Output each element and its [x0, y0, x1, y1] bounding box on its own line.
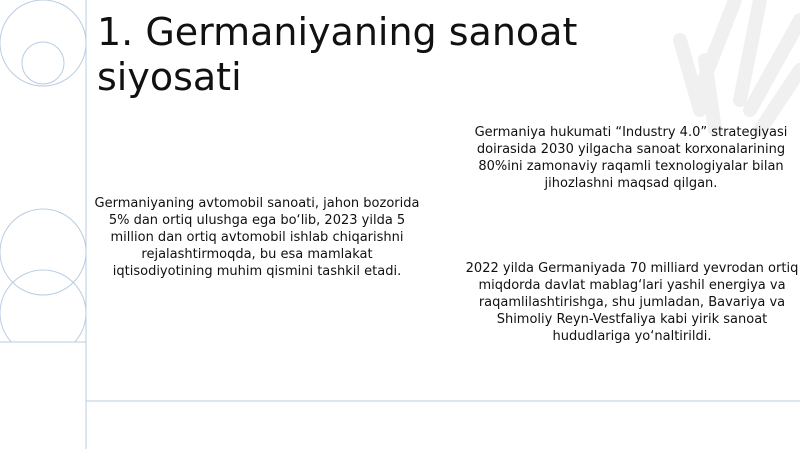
large-circle-top	[0, 0, 86, 86]
paragraph-green-energy: 2022 yilda Germaniyada 70 milliard yevrodan ortiq miqdorda davlat mablag‘lari yashil energiya va raqamlilashtirishga, shu jumladan, Bavariya va Shimoliy Reyn-Vestfaliya kabi yirik sanoat hududlariga yo‘naltirildi.	[465, 261, 799, 344]
paragraph-industry-4-0: Germaniya hukumati “Industry 4.0” strategiyasi doirasida 2030 yilgacha sanoat korxonalarining 80%ini zamonaviy raqamli texnologiyalar bilan jihozlashni maqsad qilgan.	[474, 125, 788, 191]
small-circle-top	[22, 42, 64, 84]
slide-title: 1. Germaniyaning sanoat siyosati	[97, 10, 578, 99]
leaf-watermark	[680, 0, 800, 130]
paragraph-automotive: Germaniyaning avtomobil sanoati, jahon bozorida 5% dan ortiq ulushga ega bo‘lib, 2023 yilda 5 million dan ortiq avtomobil ishlab chiqarishni rejalashtirmoqda, bu esa mamlakat iqtisodiyotining muhim qismini tashkil etadi.	[94, 196, 420, 279]
bottom-left-block	[0, 342, 86, 449]
